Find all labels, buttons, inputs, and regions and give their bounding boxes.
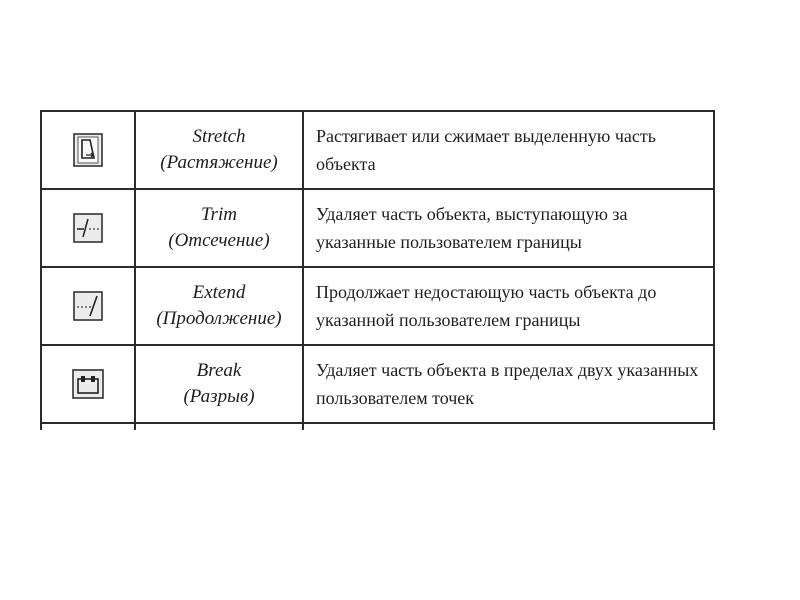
command-name-cell: [135, 345, 303, 423]
command-name-cell: [135, 267, 303, 345]
table-row: [41, 345, 714, 423]
command-name-ru: (Разрыв): [183, 386, 255, 407]
icon-cell: [41, 345, 135, 423]
command-name-cell: [135, 189, 303, 267]
command-description: Удаляет часть объекта в пределах двух указанных пользователем точек: [303, 345, 714, 423]
icon-cell: [41, 189, 135, 267]
extend-icon: [73, 291, 103, 321]
command-description: Удаляет часть объекта, выступающую за указанные пользователем границы: [303, 189, 714, 267]
icon-cell: [41, 111, 135, 189]
command-name: Stretch: [192, 126, 246, 147]
command-name: Extend: [192, 282, 246, 303]
empty-cell: [135, 423, 303, 430]
command-description: Продолжает недостающую часть объекта до указанной пользователем границы: [303, 267, 714, 345]
empty-cell: [41, 423, 135, 430]
command-name-ru: (Растяжение): [160, 152, 278, 173]
command-name: Break: [196, 360, 242, 381]
table-row: [41, 267, 714, 345]
trim-icon: [73, 213, 103, 243]
command-description: Растягивает или сжимает выделенную часть объекта: [303, 111, 714, 189]
commands-table: [40, 110, 715, 430]
command-name-ru: (Продолжение): [156, 308, 282, 329]
command-name-ru: (Отсечение): [168, 230, 270, 251]
command-name: Trim: [201, 204, 237, 225]
command-name-cell: [135, 111, 303, 189]
table-row: [41, 111, 714, 189]
stretch-icon: [73, 133, 103, 167]
break-icon: [72, 369, 104, 399]
empty-cell: [303, 423, 714, 430]
icon-cell: [41, 267, 135, 345]
table-row-cutoff: [41, 423, 714, 430]
table-row: [41, 189, 714, 267]
